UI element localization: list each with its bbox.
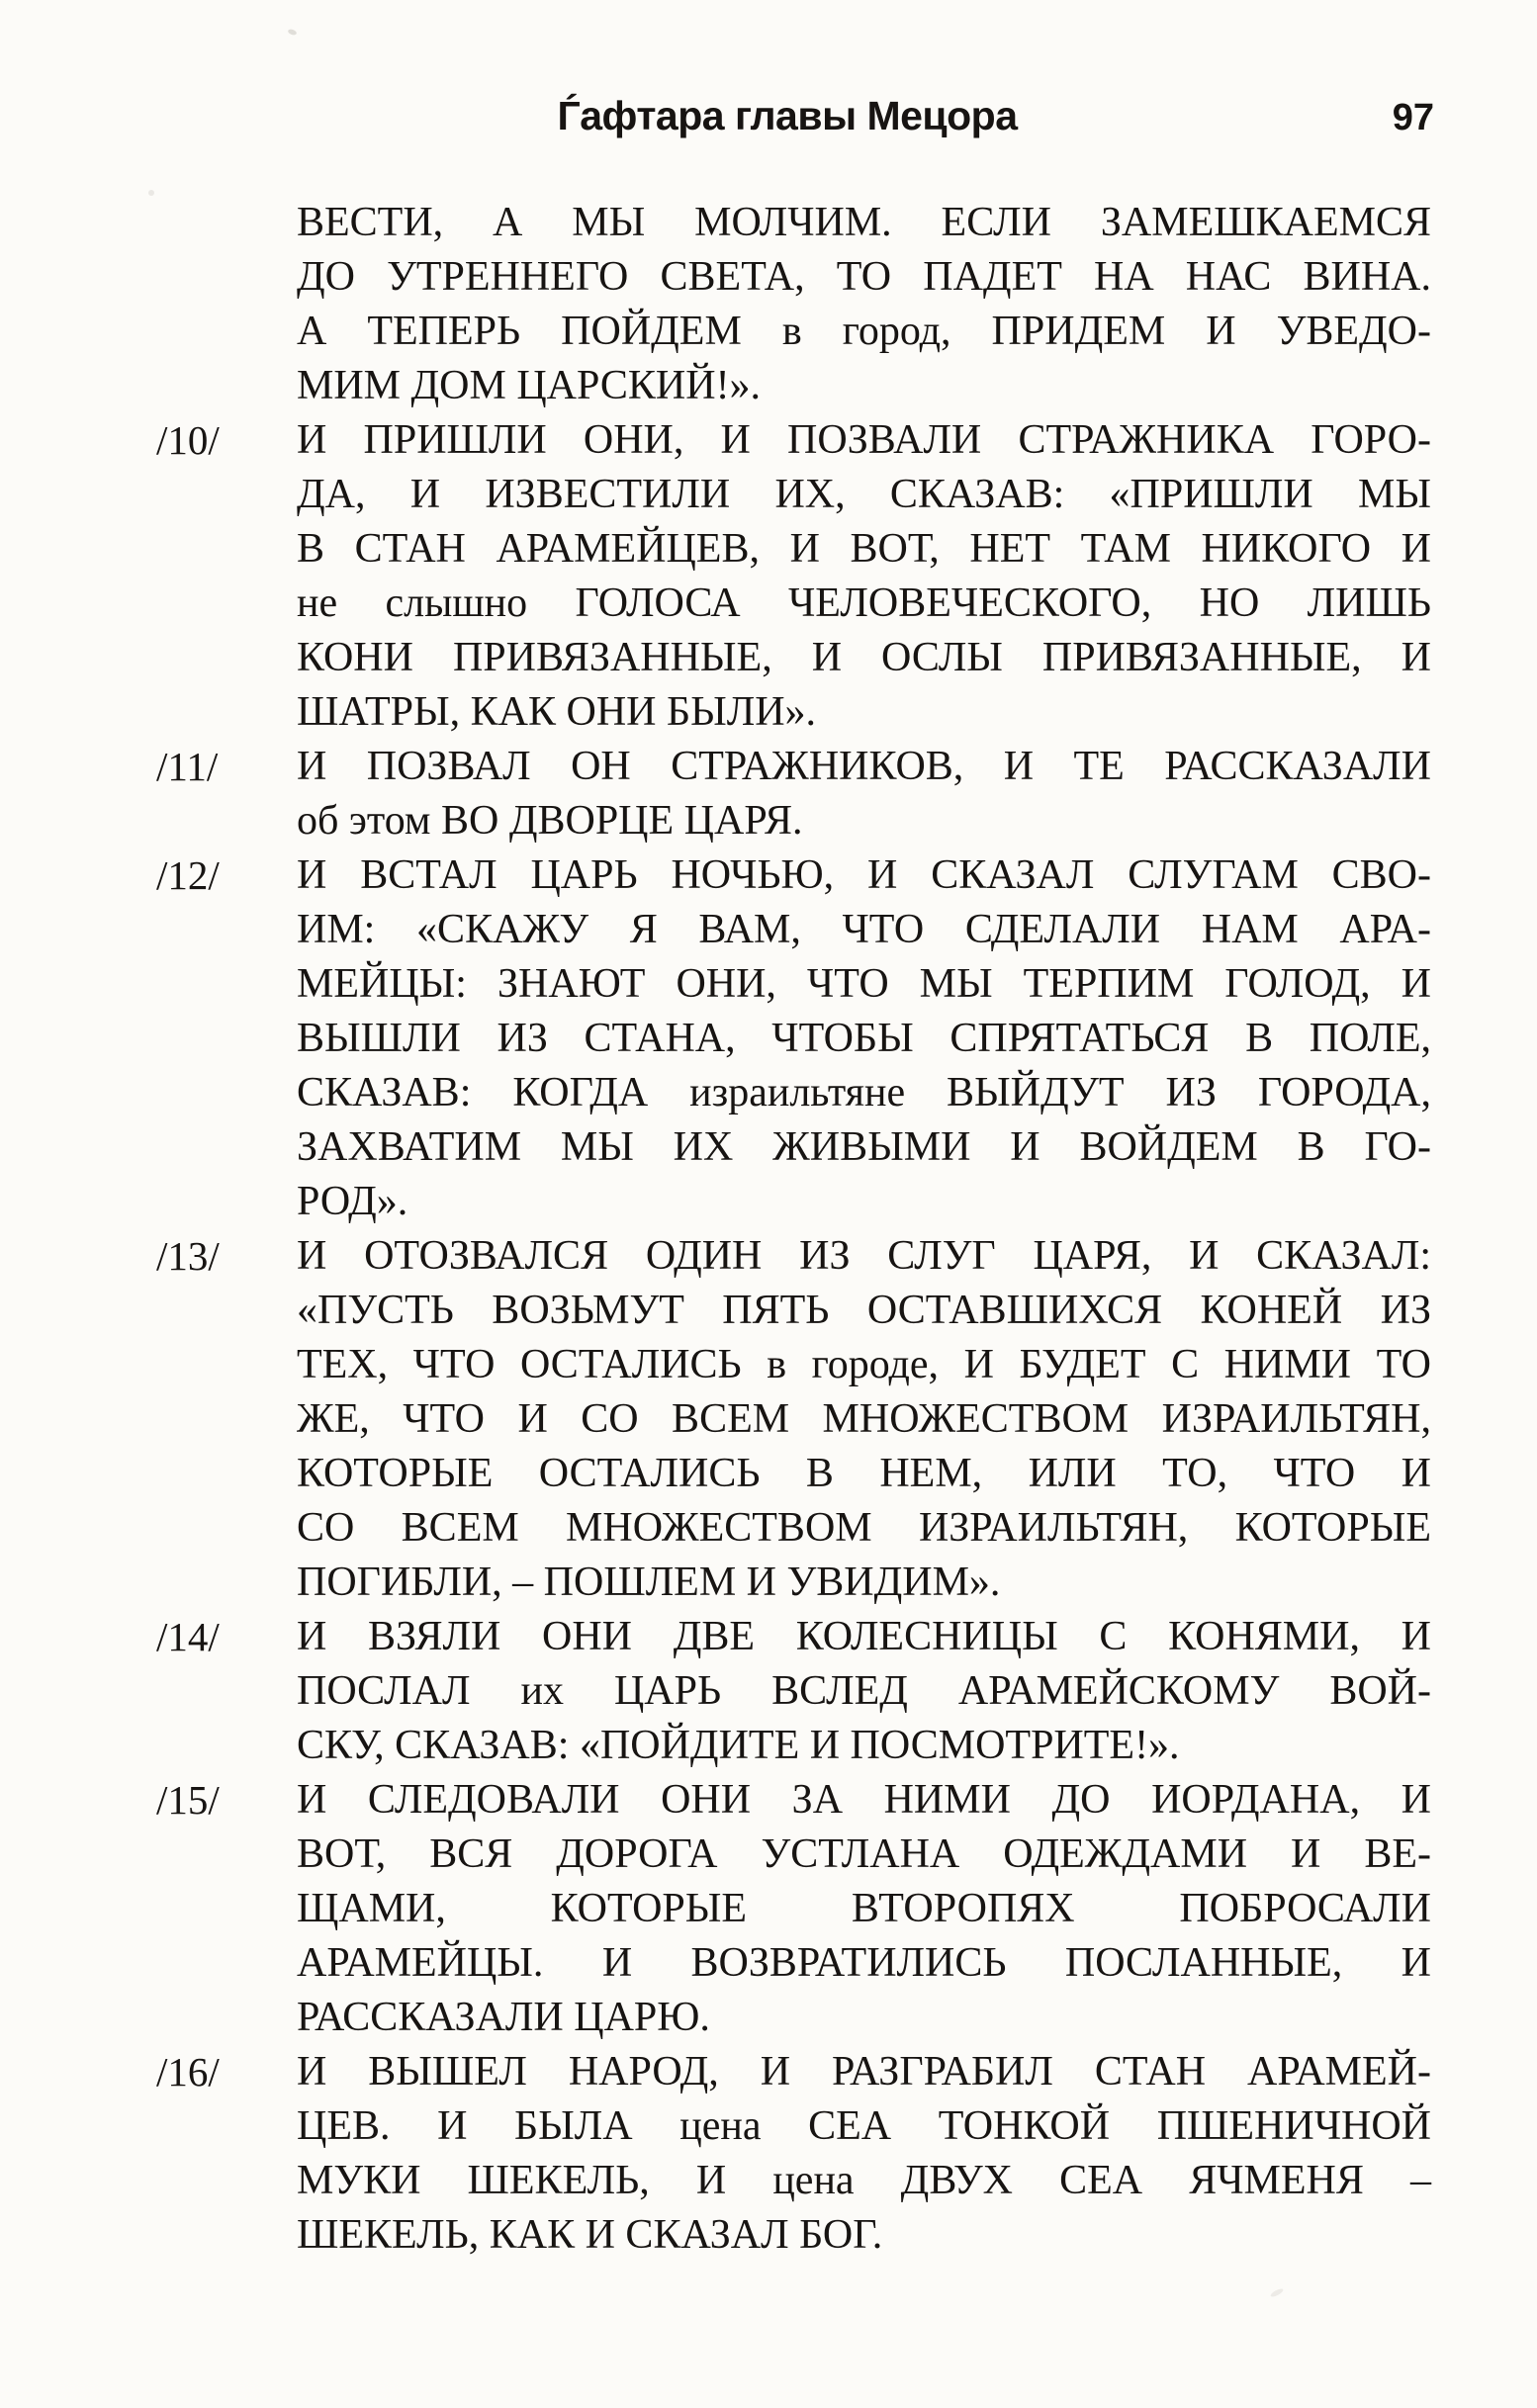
verse-line: МУКИ ШЕКЕЛЬ, И цена ДВУХ СЕА ЯЧМЕНЯ – [297,2158,1431,2203]
page-title: Ѓафтара главы Мецора [557,93,1018,138]
verse [297,196,1431,413]
verse-line: ПОГИБЛИ, – ПОШЛЕМ И УВИДИМ». [297,1560,1001,1605]
verse-line: РОД». [297,1179,408,1224]
verse-line: И ВЫШЕЛ НАРОД, И РАЗГРАБИЛ СТАН АРАМЕЙ- [297,2049,1431,2095]
verse [156,2045,1431,2263]
scan-artifact [287,29,297,37]
verse-line: АРАМЕЙЦЫ. И ВОЗВРАТИЛИСЬ ПОСЛАННЫЕ, И [297,1940,1431,1986]
verse-number: /16/ [156,2049,220,2095]
verse-line: «ПУСТЬ ВОЗЬМУТ ПЯТЬ ОСТАВШИХСЯ КОНЕЙ ИЗ [297,1288,1431,1333]
verse-line: И ВЗЯЛИ ОНИ ДВЕ КОЛЕСНИЦЫ С КОНЯМИ, И [297,1614,1431,1659]
verse-line: ВОТ, ВСЯ ДОРОГА УСТЛАНА ОДЕЖДАМИ И ВЕ- [297,1831,1431,1877]
verse-line: КОНИ ПРИВЯЗАННЫЕ, И ОСЛЫ ПРИВЯЗАННЫЕ, И [297,635,1431,680]
scan-artifact [148,190,154,196]
verse-line: И ПОЗВАЛ ОН СТРАЖНИКОВ, И ТЕ РАССКАЗАЛИ [297,744,1431,789]
verse-line: КОТОРЫЕ ОСТАЛИСЬ В НЕМ, ИЛИ ТО, ЧТО И [297,1451,1431,1496]
verse-line: ИМ: «СКАЖУ Я ВАМ, ЧТО СДЕЛАЛИ НАМ АРА- [297,907,1431,952]
verse-line: ЦЕВ. И БЫЛА цена СЕА ТОНКОЙ ПШЕНИЧНОЙ [297,2103,1431,2149]
scan-artifact [1270,2287,1285,2298]
verse-line: не слышно ГОЛОСА ЧЕЛОВЕЧЕСКОГО, НО ЛИШЬ [297,580,1431,626]
verse-line: ЩАМИ, КОТОРЫЕ ВТОРОПЯХ ПОБРОСАЛИ [297,1886,1431,1931]
verse [156,413,1431,740]
verse-line: И ПРИШЛИ ОНИ, И ПОЗВАЛИ СТРАЖНИКА ГОРО- [297,417,1431,463]
verse-line: ШЕКЕЛЬ, КАК И СКАЗАЛ БОГ. [297,2212,883,2258]
verse-line: ТЕХ, ЧТО ОСТАЛИСЬ в городе, И БУДЕТ С НИМИ ТО [297,1342,1431,1387]
verse-line: В СТАН АРАМЕЙЦЕВ, И ВОТ, НЕТ ТАМ НИКОГО И [297,526,1431,572]
verse-line: ЖЕ, ЧТО И СО ВСЕМ МНОЖЕСТВОМ ИЗРАИЛЬТЯН, [297,1396,1431,1442]
verse-line: ШАТРЫ, КАК ОНИ БЫЛИ». [297,689,817,735]
verse-line: ВЫШЛИ ИЗ СТАНА, ЧТОБЫ СПРЯТАТЬСЯ В ПОЛЕ, [297,1016,1431,1061]
verse-number: /12/ [156,852,220,898]
verse-number: /15/ [156,1777,220,1823]
verse-line: СКАЗАВ: КОГДА израильтяне ВЫЙДУТ ИЗ ГОРОДА, [297,1070,1431,1115]
verse-line: А ТЕПЕРЬ ПОЙДЕМ в город, ПРИДЕМ И УВЕДО- [297,309,1431,354]
verse [156,740,1431,848]
verse-line: СО ВСЕМ МНОЖЕСТВОМ ИЗРАИЛЬТЯН, КОТОРЫЕ [297,1505,1431,1551]
verse-line: РАССКАЗАЛИ ЦАРЮ. [297,1995,710,2040]
verse-line: об этом ВО ДВОРЦЕ ЦАРЯ. [297,798,803,844]
verse-line: ЗАХВАТИМ МЫ ИХ ЖИВЫМИ И ВОЙДЕМ В ГО- [297,1124,1431,1170]
verse-line: И ОТОЗВАЛСЯ ОДИН ИЗ СЛУГ ЦАРЯ, И СКАЗАЛ: [297,1233,1431,1279]
verse-line: ДА, И ИЗВЕСТИЛИ ИХ, СКАЗАВ: «ПРИШЛИ МЫ [297,472,1431,517]
verse-number: /14/ [156,1614,220,1659]
verse-line: МИМ ДОМ ЦАРСКИЙ!». [297,363,762,408]
verse-number: /13/ [156,1233,220,1279]
verse-line: И СЛЕДОВАЛИ ОНИ ЗА НИМИ ДО ИОРДАНА, И [297,1777,1431,1823]
verse-line: И ВСТАЛ ЦАРЬ НОЧЬЮ, И СКАЗАЛ СЛУГАМ СВО- [297,852,1431,898]
verse-number: /10/ [156,417,220,463]
verse-line: ПОСЛАЛ их ЦАРЬ ВСЛЕД АРАМЕЙСКОМУ ВОЙ- [297,1668,1431,1714]
verse-line: ВЕСТИ, А МЫ МОЛЧИМ. ЕСЛИ ЗАМЕШКАЕМСЯ [297,200,1431,245]
verse [156,848,1431,1229]
verse-line: ДО УТРЕННЕГО СВЕТА, ТО ПАДЕТ НА НАС ВИНА. [297,254,1431,300]
verse [156,1229,1431,1610]
verse-line: СКУ, СКАЗАВ: «ПОЙДИТЕ И ПОСМОТРИТЕ!». [297,1723,1180,1768]
verse-number: /11/ [156,744,219,789]
verse [156,1773,1431,2045]
page-number: 97 [1392,97,1434,138]
verse-text-block [156,196,1431,2263]
verse [156,1610,1431,1773]
verse-line: МЕЙЦЫ: ЗНАЮТ ОНИ, ЧТО МЫ ТЕРПИМ ГОЛОД, И [297,961,1431,1007]
